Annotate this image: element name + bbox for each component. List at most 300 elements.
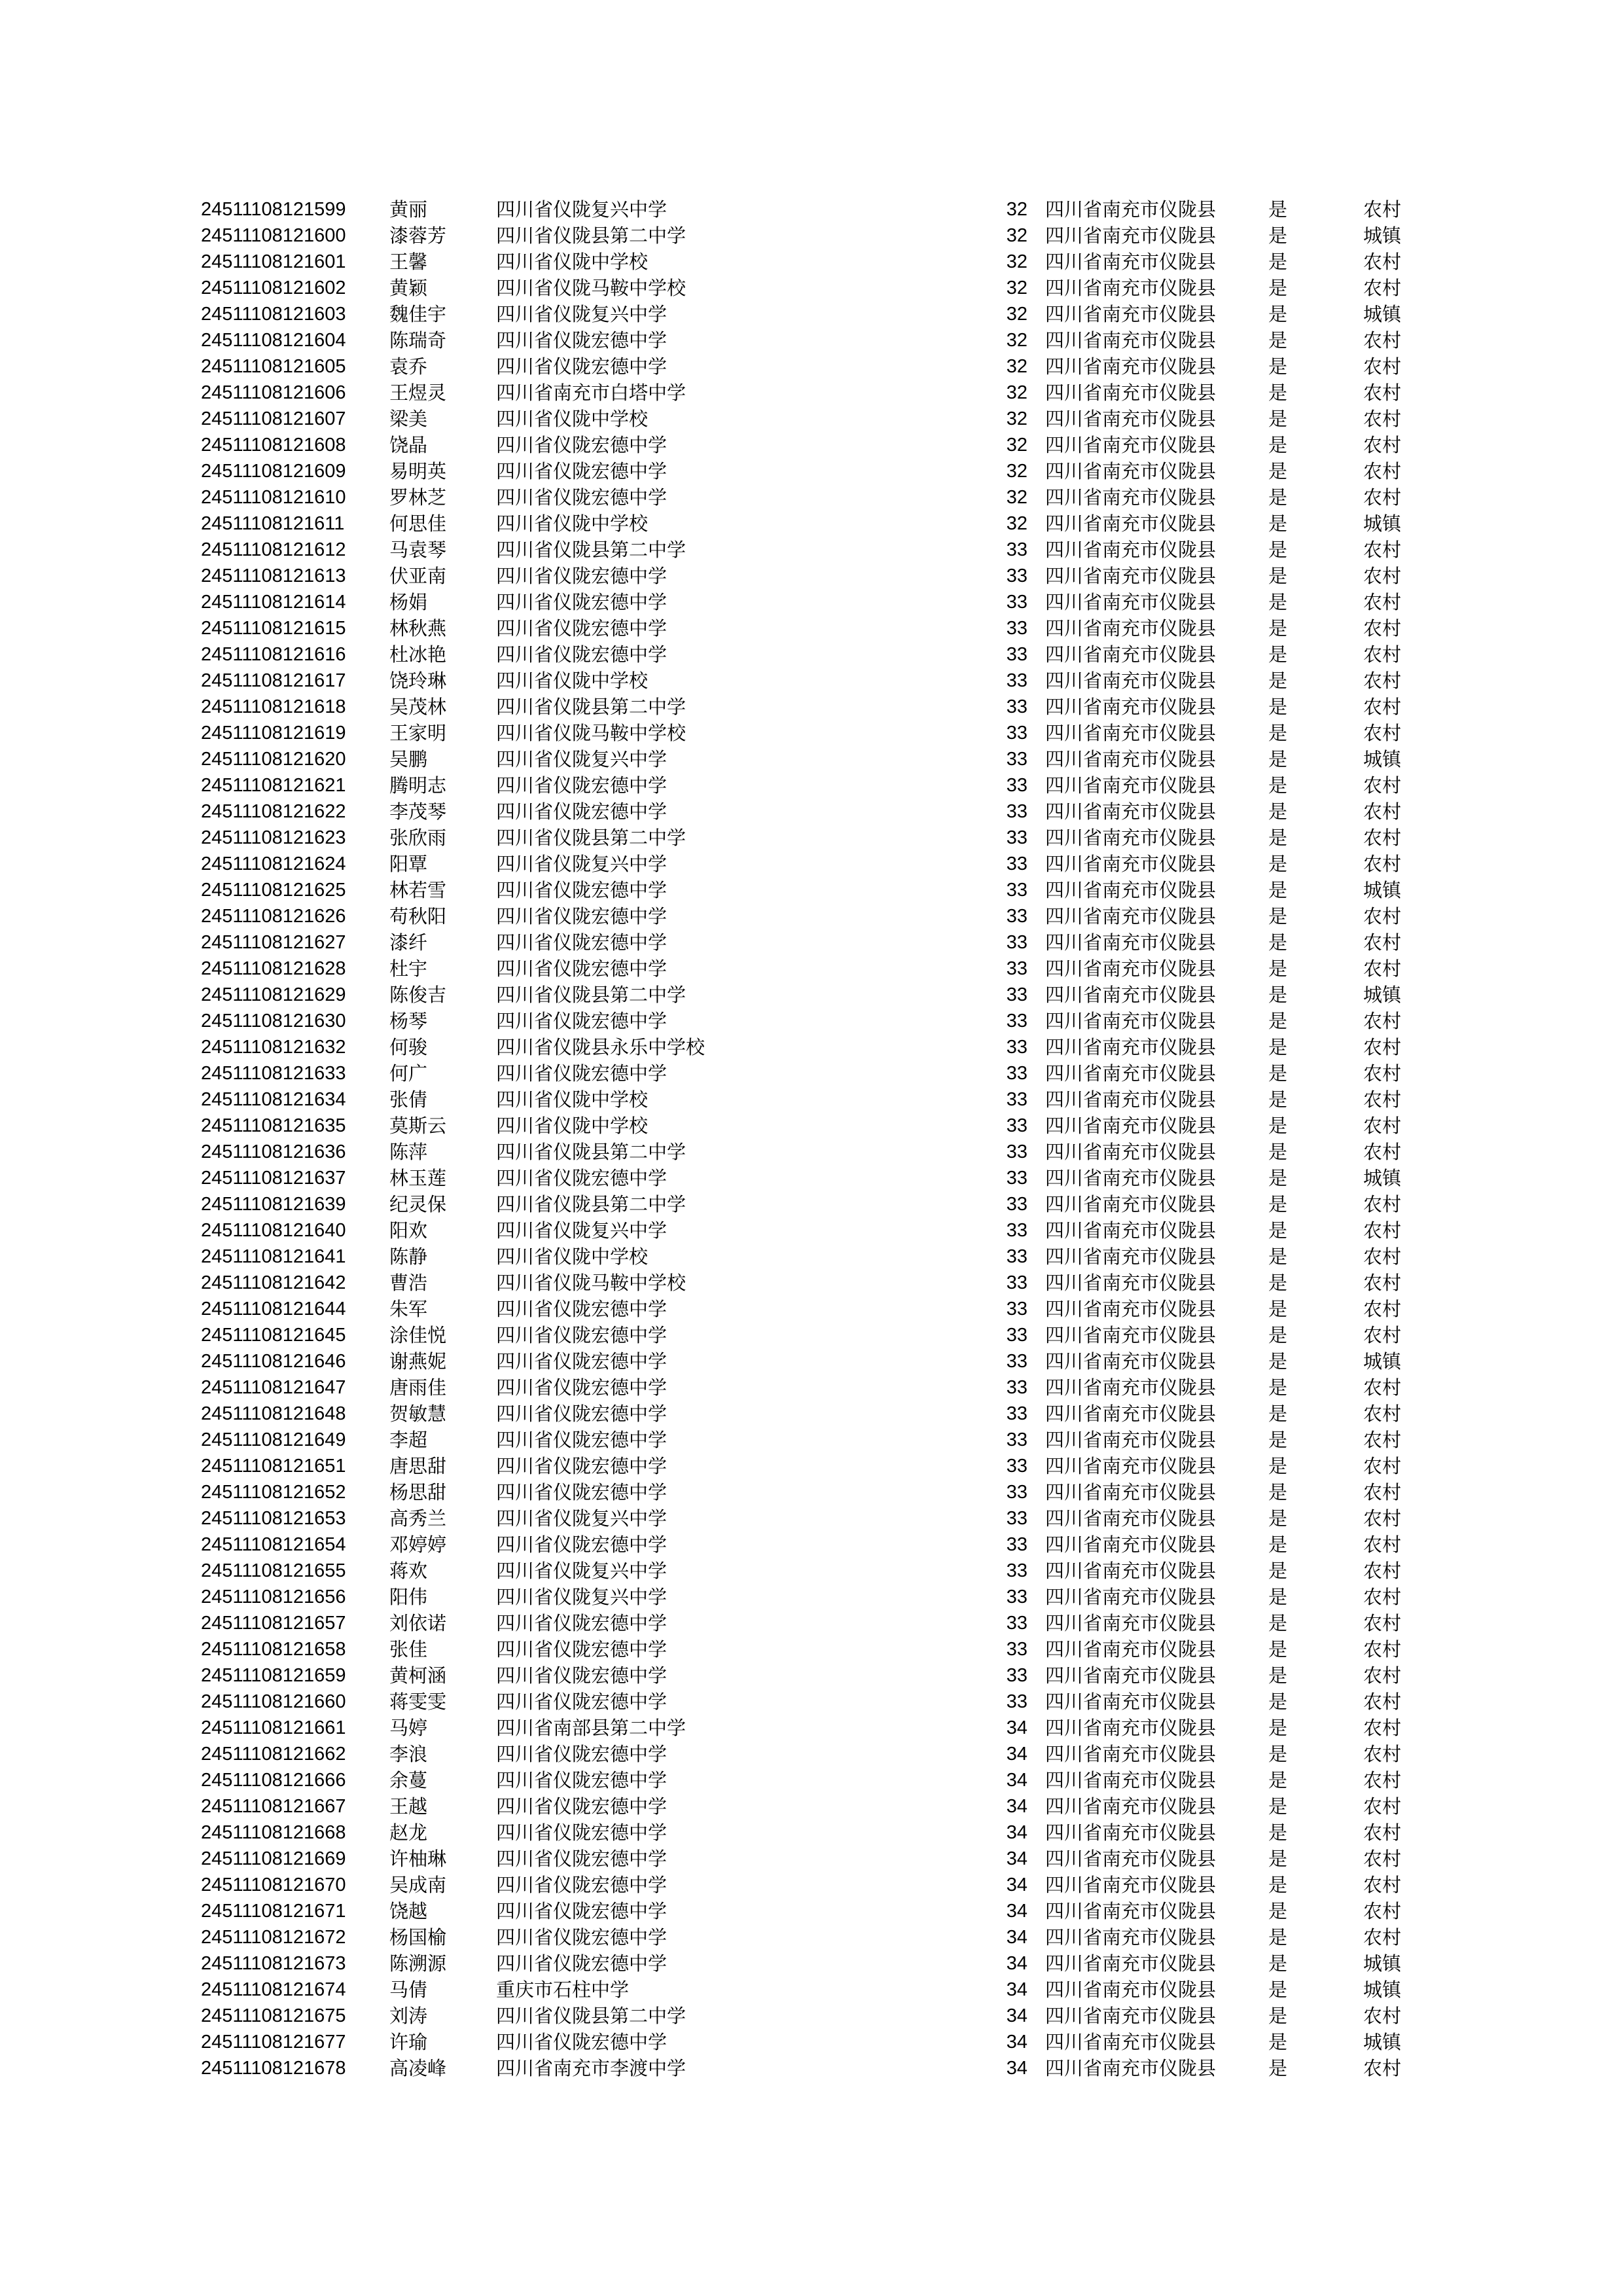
candidate-id: 24511108121635: [201, 1115, 346, 1136]
household-location: 四川省南充市仪陇县: [1045, 1010, 1217, 1032]
candidate-id: 24511108121642: [201, 1272, 346, 1293]
school-name: 四川省仪陇宏德中学: [496, 591, 668, 613]
candidate-id: 24511108121621: [201, 775, 346, 796]
household-location: 四川省南充市仪陇县: [1045, 1219, 1217, 1242]
table-row: [0, 903, 1623, 929]
school-name: 四川省仪陇宏德中学: [496, 1534, 668, 1556]
residence-type: 农村: [1363, 1507, 1402, 1530]
candidate-id: 24511108121620: [201, 749, 346, 770]
school-name: 四川省仪陇县第二中学: [496, 984, 687, 1006]
candidate-name: 吴成南: [389, 1874, 447, 1896]
data-table: [0, 196, 1623, 2081]
candidate-name: 蒋欢: [389, 1560, 428, 1582]
table-row: [0, 2003, 1623, 2029]
residence-type: 农村: [1363, 1821, 1402, 1844]
household-location: 四川省南充市仪陇县: [1045, 722, 1217, 744]
candidate-name: 易明英: [389, 460, 447, 482]
candidate-name: 余蔓: [389, 1769, 428, 1791]
residence-type: 农村: [1363, 251, 1402, 273]
residence-type: 农村: [1363, 1743, 1402, 1765]
school-name: 四川省仪陇宏德中学: [496, 643, 668, 666]
candidate-id: 24511108121645: [201, 1325, 346, 1346]
household-location: 四川省南充市仪陇县: [1045, 1795, 1217, 1818]
household-location: 四川省南充市仪陇县: [1045, 1821, 1217, 1844]
eligibility-flag: 是: [1268, 565, 1288, 587]
candidate-name: 李超: [389, 1429, 428, 1451]
eligibility-flag: 是: [1268, 591, 1288, 613]
score: 33: [1006, 853, 1027, 874]
residence-type: 农村: [1363, 1534, 1402, 1556]
school-name: 四川省仪陇宏德中学: [496, 931, 668, 954]
candidate-name: 张佳: [389, 1638, 428, 1660]
residence-type: 农村: [1363, 1560, 1402, 1582]
table-row: [0, 956, 1623, 982]
eligibility-flag: 是: [1268, 512, 1288, 535]
candidate-name: 陈静: [389, 1246, 428, 1268]
residence-type: 农村: [1363, 408, 1402, 430]
residence-type: 农村: [1363, 1848, 1402, 1870]
candidate-name: 黄颖: [389, 277, 428, 299]
school-name: 四川省仪陇宏德中学: [496, 486, 668, 509]
candidate-name: 魏佳宇: [389, 303, 447, 325]
candidate-id: 24511108121618: [201, 696, 346, 717]
candidate-name: 许瑜: [389, 2031, 428, 2053]
household-location: 四川省南充市仪陇县: [1045, 1612, 1217, 1634]
candidate-name: 阳伟: [389, 1586, 428, 1608]
score: 33: [1006, 932, 1027, 953]
household-location: 四川省南充市仪陇县: [1045, 853, 1217, 875]
table-row: [0, 1008, 1623, 1034]
score: 34: [1006, 2032, 1027, 2053]
score: 33: [1006, 1351, 1027, 1372]
candidate-id: 24511108121662: [201, 1744, 346, 1765]
table-row: [0, 1636, 1623, 1662]
candidate-id: 24511108121605: [201, 356, 346, 377]
score: 34: [1006, 1927, 1027, 1948]
table-row: [0, 1558, 1623, 1584]
school-name: 四川省仪陇宏德中学: [496, 1769, 668, 1791]
candidate-name: 张欣雨: [389, 827, 447, 849]
household-location: 四川省南充市仪陇县: [1045, 1036, 1217, 1058]
candidate-name: 谢燕妮: [389, 1350, 447, 1372]
eligibility-flag: 是: [1268, 1795, 1288, 1818]
eligibility-flag: 是: [1268, 1848, 1288, 1870]
score: 32: [1006, 225, 1027, 246]
score: 33: [1006, 1011, 1027, 1031]
eligibility-flag: 是: [1268, 1952, 1288, 1975]
candidate-id: 24511108121610: [201, 487, 346, 508]
score: 32: [1006, 304, 1027, 325]
candidate-name: 苟秋阳: [389, 905, 447, 927]
candidate-id: 24511108121615: [201, 618, 346, 639]
school-name: 四川省仪陇县第二中学: [496, 1193, 687, 1215]
household-location: 四川省南充市仪陇县: [1045, 382, 1217, 404]
household-location: 四川省南充市仪陇县: [1045, 2005, 1217, 2027]
table-row: [0, 1453, 1623, 1479]
school-name: 四川省仪陇宏德中学: [496, 1848, 668, 1870]
school-name: 四川省仪陇宏德中学: [496, 1900, 668, 1922]
school-name: 四川省仪陇复兴中学: [496, 853, 668, 875]
eligibility-flag: 是: [1268, 1507, 1288, 1530]
candidate-name: 王家明: [389, 722, 447, 744]
residence-type: 农村: [1363, 905, 1402, 927]
household-location: 四川省南充市仪陇县: [1045, 696, 1217, 718]
table-row: [0, 798, 1623, 825]
school-name: 四川省仪陇宏德中学: [496, 1691, 668, 1713]
candidate-name: 吴鹏: [389, 748, 428, 770]
table-row: [0, 1217, 1623, 1244]
candidate-name: 饶玲琳: [389, 670, 447, 692]
candidate-name: 王馨: [389, 251, 428, 273]
score: 34: [1006, 1822, 1027, 1843]
candidate-id: 24511108121648: [201, 1403, 346, 1424]
table-row: [0, 353, 1623, 380]
household-location: 四川省南充市仪陇县: [1045, 329, 1217, 351]
score: 34: [1006, 1953, 1027, 1974]
candidate-name: 袁乔: [389, 355, 428, 378]
residence-type: 农村: [1363, 1115, 1402, 1137]
candidate-id: 24511108121614: [201, 592, 346, 613]
school-name: 四川省仪陇宏德中学: [496, 617, 668, 639]
candidate-name: 漆蓉芳: [389, 224, 447, 247]
residence-type: 农村: [1363, 539, 1402, 561]
eligibility-flag: 是: [1268, 1062, 1288, 1085]
eligibility-flag: 是: [1268, 1926, 1288, 1948]
candidate-name: 李茂琴: [389, 800, 447, 823]
candidate-id: 24511108121677: [201, 2032, 346, 2053]
score: 33: [1006, 1325, 1027, 1346]
score: 33: [1006, 1115, 1027, 1136]
table-row: [0, 1846, 1623, 1872]
score: 33: [1006, 1456, 1027, 1477]
residence-type: 农村: [1363, 1376, 1402, 1399]
candidate-name: 伏亚南: [389, 565, 447, 587]
score: 33: [1006, 1613, 1027, 1634]
school-name: 四川省仪陇宏德中学: [496, 1926, 668, 1948]
household-location: 四川省南充市仪陇县: [1045, 1167, 1217, 1189]
table-row: [0, 196, 1623, 223]
table-row: [0, 668, 1623, 694]
school-name: 四川省仪陇复兴中学: [496, 1507, 668, 1530]
school-name: 四川省仪陇复兴中学: [496, 1560, 668, 1582]
score: 33: [1006, 1665, 1027, 1686]
eligibility-flag: 是: [1268, 382, 1288, 404]
residence-type: 农村: [1363, 670, 1402, 692]
score: 32: [1006, 278, 1027, 298]
candidate-name: 刘依诺: [389, 1612, 447, 1634]
score: 33: [1006, 539, 1027, 560]
school-name: 四川省仪陇宏德中学: [496, 774, 668, 797]
table-row: [0, 406, 1623, 432]
school-name: 四川省仪陇县第二中学: [496, 224, 687, 247]
candidate-id: 24511108121604: [201, 330, 346, 351]
candidate-name: 涂佳悦: [389, 1324, 447, 1346]
table-row: [0, 1296, 1623, 1322]
score: 33: [1006, 1089, 1027, 1110]
score: 33: [1006, 958, 1027, 979]
school-name: 四川省仪陇宏德中学: [496, 1350, 668, 1372]
eligibility-flag: 是: [1268, 1115, 1288, 1137]
table-row: [0, 1322, 1623, 1348]
household-location: 四川省南充市仪陇县: [1045, 1376, 1217, 1399]
score: 33: [1006, 1429, 1027, 1450]
table-row: [0, 432, 1623, 458]
candidate-id: 24511108121630: [201, 1011, 346, 1031]
candidate-id: 24511108121629: [201, 984, 346, 1005]
school-name: 四川省仪陇县第二中学: [496, 539, 687, 561]
eligibility-flag: 是: [1268, 1246, 1288, 1268]
candidate-name: 何骏: [389, 1036, 428, 1058]
school-name: 四川省仪陇县第二中学: [496, 2005, 687, 2027]
table-row: [0, 720, 1623, 746]
table-row: [0, 1977, 1623, 2003]
household-location: 四川省南充市仪陇县: [1045, 958, 1217, 980]
household-location: 四川省南充市仪陇县: [1045, 1298, 1217, 1320]
eligibility-flag: 是: [1268, 879, 1288, 901]
eligibility-flag: 是: [1268, 486, 1288, 509]
candidate-id: 24511108121612: [201, 539, 346, 560]
candidate-name: 李浪: [389, 1743, 428, 1765]
score: 33: [1006, 1246, 1027, 1267]
candidate-id: 24511108121651: [201, 1456, 346, 1477]
score: 33: [1006, 696, 1027, 717]
household-location: 四川省南充市仪陇县: [1045, 643, 1217, 666]
candidate-name: 杨琴: [389, 1010, 428, 1032]
household-location: 四川省南充市仪陇县: [1045, 408, 1217, 430]
school-name: 四川省仪陇宏德中学: [496, 1298, 668, 1320]
school-name: 四川省南充市李渡中学: [496, 2057, 687, 2079]
school-name: 四川省仪陇复兴中学: [496, 1219, 668, 1242]
eligibility-flag: 是: [1268, 224, 1288, 247]
score: 33: [1006, 1508, 1027, 1529]
household-location: 四川省南充市仪陇县: [1045, 1560, 1217, 1582]
table-row: [0, 825, 1623, 851]
score: 33: [1006, 1560, 1027, 1581]
score: 34: [1006, 1901, 1027, 1922]
candidate-name: 腾明志: [389, 774, 447, 797]
candidate-id: 24511108121671: [201, 1901, 346, 1922]
score: 32: [1006, 356, 1027, 377]
school-name: 四川省仪陇宏德中学: [496, 1167, 668, 1189]
score: 33: [1006, 906, 1027, 927]
residence-type: 农村: [1363, 565, 1402, 587]
candidate-name: 赵龙: [389, 1821, 428, 1844]
eligibility-flag: 是: [1268, 1612, 1288, 1634]
table-row: [0, 1610, 1623, 1636]
eligibility-flag: 是: [1268, 277, 1288, 299]
candidate-id: 24511108121668: [201, 1822, 346, 1843]
candidate-name: 唐思甜: [389, 1455, 447, 1477]
eligibility-flag: 是: [1268, 1167, 1288, 1189]
table-row: [0, 877, 1623, 903]
school-name: 四川省仪陇宏德中学: [496, 1429, 668, 1451]
eligibility-flag: 是: [1268, 2057, 1288, 2079]
eligibility-flag: 是: [1268, 1717, 1288, 1739]
candidate-name: 王煜灵: [389, 382, 447, 404]
residence-type: 农村: [1363, 1481, 1402, 1503]
household-location: 四川省南充市仪陇县: [1045, 1534, 1217, 1556]
eligibility-flag: 是: [1268, 1403, 1288, 1425]
score: 33: [1006, 1299, 1027, 1319]
score: 33: [1006, 1534, 1027, 1555]
residence-type: 农村: [1363, 1088, 1402, 1111]
candidate-id: 24511108121613: [201, 565, 346, 586]
residence-type: 农村: [1363, 1926, 1402, 1948]
household-location: 四川省南充市仪陇县: [1045, 251, 1217, 273]
residence-type: 农村: [1363, 1246, 1402, 1268]
school-name: 四川省仪陇宏德中学: [496, 958, 668, 980]
household-location: 四川省南充市仪陇县: [1045, 800, 1217, 823]
candidate-id: 24511108121602: [201, 278, 346, 298]
eligibility-flag: 是: [1268, 853, 1288, 875]
residence-type: 城镇: [1363, 879, 1402, 901]
household-location: 四川省南充市仪陇县: [1045, 2031, 1217, 2053]
candidate-name: 饶晶: [389, 434, 428, 456]
school-name: 四川省仪陇马鞍中学校: [496, 277, 687, 299]
table-row: [0, 772, 1623, 798]
household-location: 四川省南充市仪陇县: [1045, 591, 1217, 613]
table-row: [0, 694, 1623, 720]
candidate-id: 24511108121639: [201, 1194, 346, 1215]
candidate-name: 黄丽: [389, 198, 428, 221]
household-location: 四川省南充市仪陇县: [1045, 1979, 1217, 2001]
eligibility-flag: 是: [1268, 1979, 1288, 2001]
household-location: 四川省南充市仪陇县: [1045, 1193, 1217, 1215]
candidate-name: 黄柯涵: [389, 1664, 447, 1687]
candidate-id: 24511108121660: [201, 1691, 346, 1712]
score: 32: [1006, 382, 1027, 403]
candidate-id: 24511108121658: [201, 1639, 346, 1660]
score: 33: [1006, 618, 1027, 639]
eligibility-flag: 是: [1268, 931, 1288, 954]
eligibility-flag: 是: [1268, 1638, 1288, 1660]
school-name: 四川省仪陇中学校: [496, 1088, 649, 1111]
candidate-name: 林秋燕: [389, 617, 447, 639]
table-row: [0, 1244, 1623, 1270]
school-name: 四川省仪陇复兴中学: [496, 748, 668, 770]
candidate-name: 吴茂林: [389, 696, 447, 718]
candidate-id: 24511108121654: [201, 1534, 346, 1555]
eligibility-flag: 是: [1268, 1560, 1288, 1582]
household-location: 四川省南充市仪陇县: [1045, 460, 1217, 482]
household-location: 四川省南充市仪陇县: [1045, 1717, 1217, 1739]
score: 33: [1006, 801, 1027, 822]
score: 33: [1006, 723, 1027, 744]
candidate-name: 马倩: [389, 1979, 428, 2001]
household-location: 四川省南充市仪陇县: [1045, 1874, 1217, 1896]
household-location: 四川省南充市仪陇县: [1045, 2057, 1217, 2079]
eligibility-flag: 是: [1268, 1376, 1288, 1399]
candidate-id: 24511108121649: [201, 1429, 346, 1450]
residence-type: 城镇: [1363, 2031, 1402, 2053]
residence-type: 农村: [1363, 1612, 1402, 1634]
eligibility-flag: 是: [1268, 1010, 1288, 1032]
eligibility-flag: 是: [1268, 774, 1288, 797]
school-name: 四川省仪陇宏德中学: [496, 2031, 668, 2053]
household-location: 四川省南充市仪陇县: [1045, 670, 1217, 692]
table-row: [0, 2029, 1623, 2055]
household-location: 四川省南充市仪陇县: [1045, 1743, 1217, 1765]
score: 32: [1006, 487, 1027, 508]
household-location: 四川省南充市仪陇县: [1045, 984, 1217, 1006]
residence-type: 农村: [1363, 1874, 1402, 1896]
household-location: 四川省南充市仪陇县: [1045, 486, 1217, 509]
household-location: 四川省南充市仪陇县: [1045, 1638, 1217, 1660]
table-row: [0, 615, 1623, 641]
table-row: [0, 1191, 1623, 1217]
table-row: [0, 1662, 1623, 1689]
candidate-name: 漆纤: [389, 931, 428, 954]
residence-type: 农村: [1363, 277, 1402, 299]
residence-type: 农村: [1363, 355, 1402, 378]
candidate-name: 纪灵保: [389, 1193, 447, 1215]
score: 34: [1006, 1979, 1027, 2000]
residence-type: 农村: [1363, 591, 1402, 613]
table-row: [0, 746, 1623, 772]
table-row: [0, 1689, 1623, 1715]
score: 33: [1006, 644, 1027, 665]
candidate-id: 24511108121619: [201, 723, 346, 744]
eligibility-flag: 是: [1268, 905, 1288, 927]
school-name: 四川省仪陇中学校: [496, 1246, 649, 1268]
score: 34: [1006, 2058, 1027, 2079]
candidate-id: 24511108121647: [201, 1377, 346, 1398]
school-name: 四川省仪陇宏德中学: [496, 434, 668, 456]
candidate-id: 24511108121656: [201, 1587, 346, 1607]
table-row: [0, 851, 1623, 877]
candidate-name: 杨思甜: [389, 1481, 447, 1503]
school-name: 四川省仪陇宏德中学: [496, 1952, 668, 1975]
candidate-name: 何思佳: [389, 512, 447, 535]
eligibility-flag: 是: [1268, 1481, 1288, 1503]
household-location: 四川省南充市仪陇县: [1045, 1141, 1217, 1163]
residence-type: 农村: [1363, 1638, 1402, 1660]
school-name: 四川省仪陇宏德中学: [496, 329, 668, 351]
school-name: 四川省仪陇中学校: [496, 670, 649, 692]
table-row: [0, 1060, 1623, 1086]
school-name: 四川省仪陇县第二中学: [496, 1141, 687, 1163]
candidate-name: 罗林芝: [389, 486, 447, 509]
score: 33: [1006, 592, 1027, 613]
candidate-id: 24511108121669: [201, 1848, 346, 1869]
school-name: 四川省仪陇宏德中学: [496, 1010, 668, 1032]
residence-type: 农村: [1363, 2057, 1402, 2079]
candidate-name: 何广: [389, 1062, 428, 1085]
score: 33: [1006, 880, 1027, 901]
residence-type: 农村: [1363, 1141, 1402, 1163]
eligibility-flag: 是: [1268, 303, 1288, 325]
score: 34: [1006, 1796, 1027, 1817]
score: 33: [1006, 1272, 1027, 1293]
candidate-name: 陈溯源: [389, 1952, 447, 1975]
candidate-id: 24511108121657: [201, 1613, 346, 1634]
candidate-id: 24511108121608: [201, 435, 346, 456]
household-location: 四川省南充市仪陇县: [1045, 1350, 1217, 1372]
residence-type: 城镇: [1363, 1350, 1402, 1372]
candidate-name: 杜冰艳: [389, 643, 447, 666]
eligibility-flag: 是: [1268, 1769, 1288, 1791]
household-location: 四川省南充市仪陇县: [1045, 905, 1217, 927]
candidate-name: 杨娟: [389, 591, 428, 613]
household-location: 四川省南充市仪陇县: [1045, 565, 1217, 587]
candidate-name: 林若雪: [389, 879, 447, 901]
household-location: 四川省南充市仪陇县: [1045, 1272, 1217, 1294]
table-row: [0, 1793, 1623, 1820]
school-name: 四川省仪陇宏德中学: [496, 565, 668, 587]
school-name: 四川省仪陇县第二中学: [496, 827, 687, 849]
eligibility-flag: 是: [1268, 1036, 1288, 1058]
residence-type: 农村: [1363, 1795, 1402, 1818]
